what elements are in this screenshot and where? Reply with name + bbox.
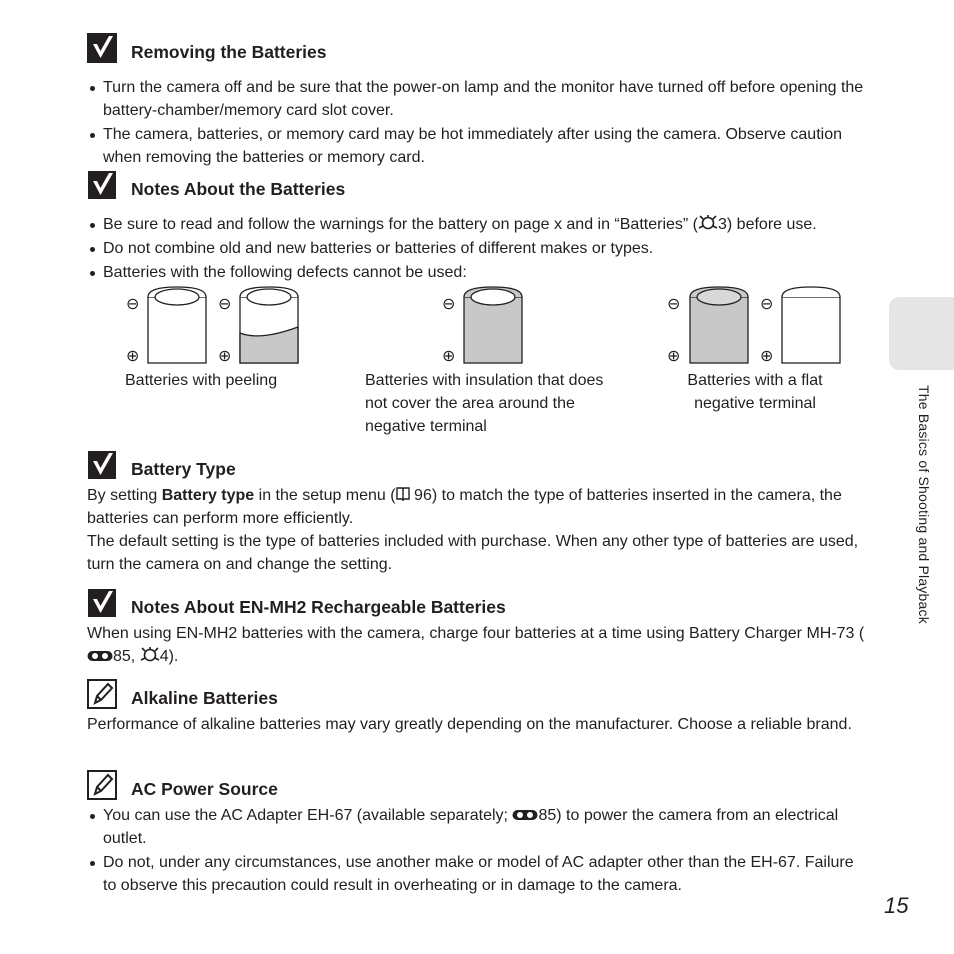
paragraph xyxy=(87,622,867,668)
bullet-list xyxy=(87,804,867,897)
battery-insulation xyxy=(464,287,522,363)
paragraph xyxy=(87,484,867,530)
battery-peeling-left xyxy=(148,287,206,363)
positive-terminal-icon: ⊕ xyxy=(218,348,232,365)
list-item xyxy=(87,213,867,236)
section-heading xyxy=(87,679,867,713)
section-title: Notes About the Batteries xyxy=(131,179,346,199)
section-heading xyxy=(87,770,867,804)
negative-terminal-icon: ⊖ xyxy=(126,296,140,313)
bullet-list xyxy=(87,76,867,169)
section-enmh2-batteries xyxy=(87,588,867,668)
positive-terminal-icon: ⊕ xyxy=(126,348,140,365)
chapter-tab-label: The Basics of Shooting and Playback xyxy=(916,385,932,624)
caution-checkmark-icon xyxy=(87,450,117,480)
note-pencil-icon xyxy=(87,679,117,709)
section-title: Notes About EN-MH2 Rechargeable Batteries xyxy=(131,597,506,617)
negative-terminal-icon: ⊖ xyxy=(218,296,232,313)
text-fragment: 85) to power the camera from an electrical outlet. xyxy=(103,807,839,847)
text-fragment: in the setup menu ( xyxy=(254,487,396,504)
section-removing-batteries xyxy=(87,33,867,170)
caution-checkmark-icon xyxy=(87,33,117,63)
battery-flat-negative-left xyxy=(690,287,748,363)
reference-section-icon xyxy=(87,649,113,663)
list-item: Turn the camera off and be sure that the power-on lamp and the monitor have turned off before opening the battery-chamber/memory card slot cover. xyxy=(87,76,867,122)
setting-name: Battery type xyxy=(161,487,255,504)
negative-terminal-icon: ⊖ xyxy=(667,296,681,313)
note-pencil-icon xyxy=(87,770,117,800)
text-fragment: 4). xyxy=(159,648,179,665)
section-title: Battery Type xyxy=(131,459,236,479)
safety-reference-icon xyxy=(140,646,160,663)
caption-peeling: Batteries with peeling xyxy=(125,372,278,389)
caution-checkmark-icon xyxy=(87,588,117,618)
section-battery-type xyxy=(87,450,867,576)
section-heading xyxy=(87,450,867,484)
text-fragment: You can use the AC Adapter EH-67 (available separately; xyxy=(103,807,513,824)
battery-flat-negative-right xyxy=(782,287,840,363)
text-fragment: 96) to match the type of batteries inserted in the camera, the batteries can perform more efficiently. xyxy=(87,487,842,527)
bullet-list xyxy=(87,213,867,284)
battery-peeling-right xyxy=(240,287,298,363)
paragraph: The default setting is the type of batteries included with purchase. When any other type of batteries are used, turn the camera on and change the setting. xyxy=(87,533,859,573)
list-item xyxy=(87,804,867,850)
list-item: Do not, under any circumstances, use another make or model of AC adapter other than the EH-67. Failure to observe this precaution could result in overheating or in damage to the camera. xyxy=(87,851,867,897)
section-title: Alkaline Batteries xyxy=(131,688,278,708)
text-fragment: By setting xyxy=(87,487,162,504)
chapter-tab xyxy=(889,297,954,370)
reference-section-icon xyxy=(512,808,538,822)
paragraph: Performance of alkaline batteries may vary greatly depending on the manufacturer. Choose a reliable brand. xyxy=(87,716,852,733)
negative-terminal-icon: ⊖ xyxy=(442,296,456,313)
caption-flat-negative: Batteries with a flat negative terminal xyxy=(687,372,823,412)
positive-terminal-icon: ⊕ xyxy=(667,348,681,365)
section-heading xyxy=(87,33,867,67)
page-number: 15 xyxy=(884,893,909,918)
text-fragment: When using EN-MH2 batteries with the camera, charge four batteries at a time using Battery Charger MH-73 ( xyxy=(87,625,865,642)
section-alkaline-batteries xyxy=(87,679,867,736)
section-notes-batteries xyxy=(87,170,867,285)
section-title: AC Power Source xyxy=(131,779,278,799)
list-item: The camera, batteries, or memory card may be hot immediately after using the camera. Observe caution when removing the batteries or memory card. xyxy=(87,123,867,169)
caution-checkmark-icon xyxy=(87,170,117,200)
section-title: Removing the Batteries xyxy=(131,42,327,62)
positive-terminal-icon: ⊕ xyxy=(760,348,774,365)
text-fragment: 85, xyxy=(113,648,140,665)
section-heading xyxy=(87,170,867,204)
list-item: Do not combine old and new batteries or batteries of different makes or types. xyxy=(87,237,867,260)
negative-terminal-icon: ⊖ xyxy=(760,296,774,313)
section-ac-power-source xyxy=(87,770,867,898)
text-fragment: Be sure to read and follow the warnings for the battery on page x and in “Batteries” ( xyxy=(103,216,698,233)
list-item: Batteries with the following defects cannot be used: xyxy=(87,261,867,284)
book-reference-icon xyxy=(396,486,410,502)
section-heading xyxy=(87,588,867,622)
caption-insulation: Batteries with insulation that does not cover the area around the negative terminal xyxy=(365,372,604,435)
battery-defects-illustration xyxy=(120,283,880,368)
positive-terminal-icon: ⊕ xyxy=(442,348,456,365)
text-fragment: 3) before use. xyxy=(718,216,817,233)
safety-reference-icon xyxy=(698,214,718,231)
